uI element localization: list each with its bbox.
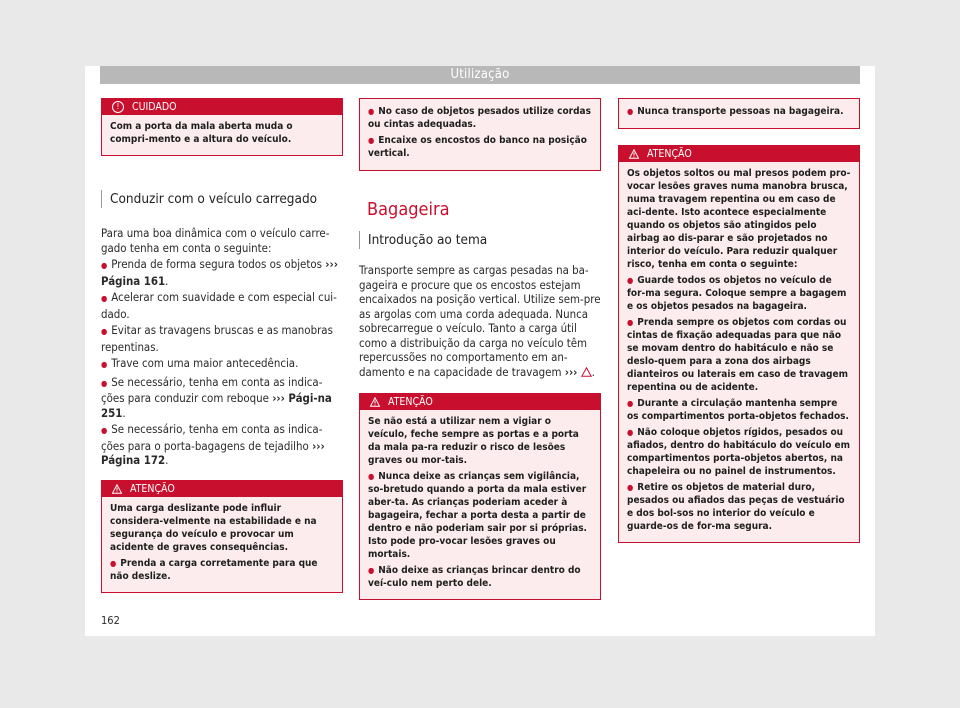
section-heading: Bagageira (367, 199, 450, 220)
bullet-icon: ● (627, 428, 634, 437)
warning-text: Os objetos soltos ou mal presos podem pro-vocar lesões graves numa manobra brusca, numa travagem repentina ou em caso de aci-dente. Isto acontece especialmente quando os objetos são atingidos pelo airbag ao dis-parar e são projetados no interior do veículo. Para reduzir qualquer risco, tenha em conta o seguinte: (627, 168, 851, 270)
warning-text: Se não está a utilizar nem a vigiar o veículo, feche sempre as portas e a porta da mala pa-ra reduzir o risco de lesões graves ou mor-tais. (368, 416, 579, 466)
continued-bullets (360, 99, 600, 170)
column-3 (618, 98, 860, 543)
list-item (627, 426, 851, 478)
caution-header (102, 99, 342, 115)
list-item-text: No caso de objetos pesados utilize cordas ou cintas adequadas. (368, 106, 591, 130)
list-item-text: Evitar as travagens bruscas e as manobras repentinas. (101, 323, 333, 354)
warning-header (360, 394, 600, 410)
bullet-icon: ● (627, 483, 634, 492)
bullet-icon: ● (627, 107, 634, 116)
list-item-text: Prenda sempre os objetos com cordas ou cintas de fixação adequadas para que não se movam dentro do habitáculo e não se deslo-quem para a zona dos airbags dianteiros ou laterais em caso de travagem repentina ou de acidente. (627, 317, 848, 393)
list-item (101, 356, 343, 373)
bullet-icon: ● (368, 472, 375, 481)
list-item (110, 557, 334, 583)
bullet-icon: ● (101, 294, 108, 303)
page-number: 162 (101, 614, 120, 627)
list-item-text: Acelerar com suavidade e com especial cui-dado. (101, 290, 337, 321)
warning-text: Uma carga deslizante pode influir considera-velmente na estabilidade e na segurança do veículo e provocar um acidente de graves consequências. (110, 502, 317, 553)
list-item (627, 397, 851, 423)
bullet-icon: ● (627, 318, 634, 327)
caution-box (101, 98, 343, 156)
bullet-icon: ● (101, 378, 108, 388)
list-item-text: Guarde todos os objetos no veículo de for-ma segura. Coloque sempre a bagagem e os objetos pesados na bagageira. (627, 275, 847, 312)
column-2 (359, 98, 601, 600)
section-subheading: Introdução ao tema (359, 231, 601, 249)
list-item-text: Durante a circulação mantenha sempre os compartimentos porta-objetos fechados. (627, 398, 849, 422)
warning-triangle-icon[interactable] (581, 367, 592, 377)
section-title: Conduzir com o veículo carregado (101, 190, 343, 208)
warning-label: ATENÇÃO (647, 148, 692, 160)
bullet-icon: ● (627, 276, 634, 285)
list-item (368, 134, 592, 160)
body-text: Transporte sempre as cargas pesadas na ba-gageira e procure que os encostos estejam encaixados na posição vertical. Utilize sem-pre as argolas com uma corda adequada. Nunca sobrecarregue o veículo. Tanto a carga útil como a distribuição da carga no veículo têm repercussões no comportamento em an-damento e na capacidade de travagem (359, 263, 601, 379)
page-reference-link[interactable]: ››› Página 161 (101, 257, 338, 288)
bullet-list (101, 257, 343, 468)
bullet-icon: ● (368, 566, 375, 575)
warning-triangle-icon (370, 397, 380, 407)
warning-header (102, 481, 342, 497)
bullet-icon: ● (101, 426, 108, 435)
list-item (627, 274, 851, 313)
warning-bullets (627, 274, 851, 533)
list-item (627, 316, 851, 394)
column-1 (101, 98, 343, 593)
list-item-text: Nunca transporte pessoas na bagageira. (637, 106, 844, 117)
bullet-icon: ● (101, 360, 108, 369)
warning-box (359, 393, 601, 600)
section-body: Transporte sempre as cargas pesadas na ba-gageira e procure que os encostos estejam encaixados na posição vertical. Utilize sem-pre as argolas com uma corda adequada. Nunca sobrecarregue o veículo. Tanto a carga útil como a distribuição da carga no veículo têm repercussões no comportamento em an-damento e na capacidade de travagem ››› . (359, 263, 601, 379)
list-item: ● Prenda de forma segura todos os objetos ››› Página 161. (101, 257, 338, 288)
warning-triangle-icon (629, 149, 639, 159)
warning-box (101, 480, 343, 593)
list-item: ● Se necessário, tenha em conta as indica-ções para conduzir com reboque ››› Pági-na 251. (101, 374, 332, 420)
list-item (627, 481, 851, 533)
list-item (101, 323, 343, 354)
page-reference-link[interactable]: ››› Página 172 (101, 438, 325, 467)
list-item-text: Se necessário, tenha em conta as indica-ções para o porta-bagagens de tejadilho (101, 422, 323, 453)
warning-label: ATENÇÃO (388, 396, 433, 408)
warning-header (619, 146, 859, 162)
bullet-icon: ● (368, 107, 375, 116)
warning-bullets (110, 557, 334, 583)
list-item (627, 105, 851, 118)
warning-bullets (368, 470, 592, 590)
list-item-text: Não coloque objetos rígidos, pesados ou afiados, dentro do habitáculo do veículo em compartimentos porta-objetos abertos, na chapeleira ou no painel de instrumentos. (627, 427, 850, 477)
page-header: Utilização (100, 66, 860, 84)
continued-warning-box (618, 98, 860, 129)
caution-label: CUIDADO (132, 101, 177, 113)
list-item: ● Se necessário, tenha em conta as indica-ções para o porta-bagagens de tejadilho ››› Página 172. (101, 422, 325, 467)
list-item-text: Encaixe os encostos do banco na posição vertical. (368, 135, 587, 159)
warning-label: ATENÇÃO (130, 482, 175, 495)
warning-box (618, 145, 860, 543)
bullet-icon: ● (110, 558, 117, 568)
bullet-icon: ● (627, 399, 634, 408)
list-item (368, 470, 592, 561)
list-item-text: Retire os objetos de material duro, pesados ou afiados das peças de vestuário e dos bol-sos no interior do veículo e guarde-os de for-ma segura. (627, 482, 845, 532)
caution-text: Com a porta da mala aberta muda o compri-mento e a altura do veículo. (110, 121, 293, 145)
list-item (368, 105, 592, 131)
list-item-text: Prenda de forma segura todos os objetos (111, 257, 322, 271)
page-reference-link[interactable]: ››› Pági-na 251 (101, 391, 332, 420)
bullet-icon: ● (101, 327, 108, 336)
continued-bullets (619, 99, 859, 128)
cross-reference-link[interactable]: ››› (564, 364, 578, 379)
info-circle-icon: ! (112, 101, 124, 113)
continued-warning-box (359, 98, 601, 171)
bullet-icon: ● (368, 136, 375, 145)
list-item (368, 564, 592, 590)
section-body (101, 226, 343, 468)
list-item-text: Prenda a carga corretamente para que não deslize. (110, 557, 318, 582)
list-item (101, 290, 343, 321)
list-item-text: Não deixe as crianças brincar dentro do veí-culo nem perto dele. (368, 565, 581, 589)
warning-triangle-icon (112, 484, 122, 494)
bullet-icon: ● (101, 261, 108, 270)
intro-text: Para uma boa dinâmica com o veículo carre-gado tenha em conta o seguinte: (101, 226, 330, 255)
list-item-text: Nunca deixe as crianças sem vigilância, so-bretudo quando a porta da mala estiver aber-ta. As crianças poderiam aceder à bagageira, fechar a porta desta a partir de dentro e não poderiam sair por si próprias. Isto pode pro-vocar lesões graves ou mortais. (368, 471, 587, 560)
list-item-text: Trave com uma maior antecedência. (111, 356, 299, 370)
list-item-text: Se necessário, tenha em conta as indica-ções para conduzir com reboque (101, 374, 323, 405)
